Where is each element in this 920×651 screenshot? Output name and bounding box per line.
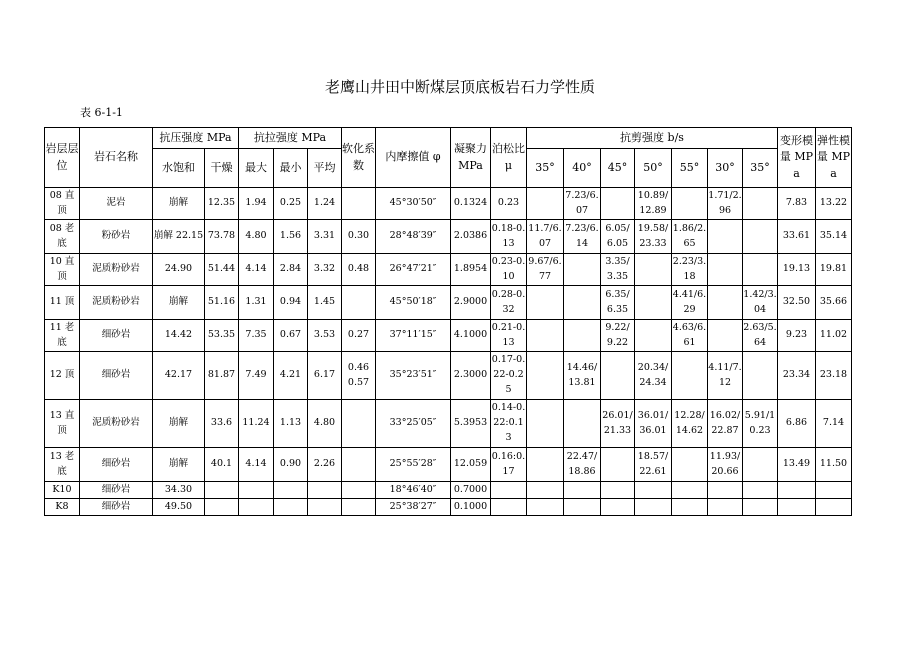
table-cell: 3.32 xyxy=(308,254,342,286)
table-cell xyxy=(527,320,564,352)
table-cell: 0.90 xyxy=(274,448,308,482)
table-cell xyxy=(743,482,778,499)
table-cell: 35°23′51″ xyxy=(376,352,451,400)
table-cell: 细砂岩 xyxy=(80,448,153,482)
table-cell: 73.78 xyxy=(205,220,239,254)
table-cell: 6.17 xyxy=(308,352,342,400)
table-cell xyxy=(527,352,564,400)
table-row xyxy=(45,448,852,482)
table-cell: 7.83 xyxy=(778,188,816,220)
table-cell: 4.80 xyxy=(308,400,342,448)
table-cell xyxy=(708,286,743,320)
table-cell: 6.05/6.05 xyxy=(601,220,635,254)
table-cell xyxy=(564,320,601,352)
table-cell: 28°48′39″ xyxy=(376,220,451,254)
header-layer: 岩层层位 xyxy=(45,128,80,188)
table-cell: 81.87 xyxy=(205,352,239,400)
table-cell: 19.81 xyxy=(816,254,852,286)
table-cell xyxy=(743,448,778,482)
table-cell xyxy=(601,482,635,499)
header-deformation-modulus: 变形模量 MPa xyxy=(778,128,816,188)
table-row xyxy=(45,499,852,516)
table-cell xyxy=(743,254,778,286)
table-cell: 35.14 xyxy=(816,220,852,254)
table-cell: 7.14 xyxy=(816,400,852,448)
table-cell: 泥质粉砂岩 xyxy=(80,286,153,320)
header-shear-angle: 30° xyxy=(708,149,743,188)
table-cell: 细砂岩 xyxy=(80,352,153,400)
header-shear-angle: 45° xyxy=(601,149,635,188)
table-cell: 0.21-0.13 xyxy=(491,320,527,352)
table-cell xyxy=(708,499,743,516)
table-cell xyxy=(672,448,708,482)
table-cell xyxy=(816,499,852,516)
table-cell: 2.0386 xyxy=(451,220,491,254)
table-cell: 0.27 xyxy=(342,320,376,352)
header-shear-angle: 40° xyxy=(564,149,601,188)
table-cell xyxy=(342,482,376,499)
table-cell xyxy=(308,499,342,516)
table-cell: 16.02/22.87 xyxy=(708,400,743,448)
table-cell: 细砂岩 xyxy=(80,482,153,499)
table-cell: 6.86 xyxy=(778,400,816,448)
table-cell: 42.17 xyxy=(153,352,205,400)
table-cell xyxy=(635,482,672,499)
table-cell: 13 直顶 xyxy=(45,400,80,448)
table-cell xyxy=(239,499,274,516)
header-compressive: 抗压强度 MPa xyxy=(153,128,239,149)
table-cell: 1.24 xyxy=(308,188,342,220)
table-cell xyxy=(672,499,708,516)
table-cell: 1.71/2.96 xyxy=(708,188,743,220)
table-cell xyxy=(778,482,816,499)
table-cell: 6.35/6.35 xyxy=(601,286,635,320)
header-rock-name: 岩石名称 xyxy=(80,128,153,188)
table-cell: 9.23 xyxy=(778,320,816,352)
table-cell xyxy=(672,482,708,499)
table-cell: 0.7000 xyxy=(451,482,491,499)
table-cell: 4.80 xyxy=(239,220,274,254)
table-cell: 18.57/22.61 xyxy=(635,448,672,482)
header-shear-angle: 50° xyxy=(635,149,672,188)
table-cell xyxy=(564,254,601,286)
table-cell: 33.61 xyxy=(778,220,816,254)
table-cell xyxy=(564,286,601,320)
table-cell xyxy=(635,286,672,320)
table-cell: 11.7/6.07 xyxy=(527,220,564,254)
table-number: 表 6-1-1 xyxy=(80,106,123,119)
table-cell: 08 老底 xyxy=(45,220,80,254)
table-cell: 崩解 xyxy=(153,286,205,320)
table-cell: 4.11/7.12 xyxy=(708,352,743,400)
table-cell: 0.23-0.10 xyxy=(491,254,527,286)
table-cell: 13 老底 xyxy=(45,448,80,482)
table-cell: 49.50 xyxy=(153,499,205,516)
table-cell xyxy=(635,499,672,516)
table-cell: 1.13 xyxy=(274,400,308,448)
table-cell: 9.22/9.22 xyxy=(601,320,635,352)
table-cell: 37°11′15″ xyxy=(376,320,451,352)
table-cell: 粉砂岩 xyxy=(80,220,153,254)
table-cell xyxy=(527,188,564,220)
table-cell xyxy=(205,482,239,499)
table-cell: 11.50 xyxy=(816,448,852,482)
table-cell: 1.42/3.04 xyxy=(743,286,778,320)
table-cell: 4.41/6.29 xyxy=(672,286,708,320)
table-cell: 35.66 xyxy=(816,286,852,320)
table-cell: 12.35 xyxy=(205,188,239,220)
header-compressive-dry: 干燥 xyxy=(205,149,239,188)
table-cell: 33.6 xyxy=(205,400,239,448)
header-tensile-min: 最小 xyxy=(274,149,308,188)
table-cell xyxy=(778,499,816,516)
header-compressive-saturated: 水饱和 xyxy=(153,149,205,188)
table-cell: 11.24 xyxy=(239,400,274,448)
table-cell: 细砂岩 xyxy=(80,499,153,516)
table-cell: 12.059 xyxy=(451,448,491,482)
table-cell: 0.30 xyxy=(342,220,376,254)
table-cell: 20.34/24.34 xyxy=(635,352,672,400)
table-cell: 40.1 xyxy=(205,448,239,482)
table-cell: 11.02 xyxy=(816,320,852,352)
table-cell: 51.44 xyxy=(205,254,239,286)
table-cell xyxy=(527,448,564,482)
table-cell: 14.42 xyxy=(153,320,205,352)
table-cell xyxy=(308,482,342,499)
table-cell xyxy=(491,499,527,516)
table-cell: 0.18-0.13 xyxy=(491,220,527,254)
table-cell xyxy=(342,499,376,516)
table-cell: 崩解 xyxy=(153,400,205,448)
table-cell: 22.47/18.86 xyxy=(564,448,601,482)
table-cell: 崩解 22.15 xyxy=(153,220,205,254)
table-cell: 13.22 xyxy=(816,188,852,220)
table-cell: 0.67 xyxy=(274,320,308,352)
table-cell: 5.3953 xyxy=(451,400,491,448)
table-row xyxy=(45,254,852,286)
table-cell: 2.63/5.64 xyxy=(743,320,778,352)
table-cell: K8 xyxy=(45,499,80,516)
table-cell: 0.17-0.22-0.25 xyxy=(491,352,527,400)
header-shear: 抗剪强度 b/s xyxy=(527,128,778,149)
header-cohesion: 凝聚力 MPa xyxy=(451,128,491,188)
table-cell xyxy=(635,254,672,286)
header-tensile-max: 最大 xyxy=(239,149,274,188)
rock-mechanics-table xyxy=(44,127,852,516)
table-cell: 4.63/6.61 xyxy=(672,320,708,352)
table-cell: 9.67/6.77 xyxy=(527,254,564,286)
table-cell: 3.35/3.35 xyxy=(601,254,635,286)
table-cell: 4.1000 xyxy=(451,320,491,352)
table-cell: 25°55′28″ xyxy=(376,448,451,482)
table-row xyxy=(45,286,852,320)
table-cell xyxy=(672,188,708,220)
table-cell: 0.25 xyxy=(274,188,308,220)
table-cell: 11 顶 xyxy=(45,286,80,320)
table-cell: 7.23/6.07 xyxy=(564,188,601,220)
table-cell: 7.35 xyxy=(239,320,274,352)
table-cell: 0.46 0.57 xyxy=(342,352,376,400)
table-cell: 34.30 xyxy=(153,482,205,499)
table-cell: 5.91/10.23 xyxy=(743,400,778,448)
table-cell xyxy=(743,352,778,400)
table-cell: 0.23 xyxy=(491,188,527,220)
table-cell: 12 顶 xyxy=(45,352,80,400)
table-cell: 0.94 xyxy=(274,286,308,320)
table-cell: 0.1324 xyxy=(451,188,491,220)
table-cell: 崩解 xyxy=(153,188,205,220)
table-cell xyxy=(601,499,635,516)
table-cell: 7.23/6.14 xyxy=(564,220,601,254)
table-cell: 2.26 xyxy=(308,448,342,482)
table-cell xyxy=(274,499,308,516)
table-cell xyxy=(274,482,308,499)
table-cell xyxy=(601,448,635,482)
table-cell xyxy=(527,400,564,448)
table-cell xyxy=(708,320,743,352)
table-cell: 11.93/20.66 xyxy=(708,448,743,482)
table-cell: 0.28-0.32 xyxy=(491,286,527,320)
table-cell: 32.50 xyxy=(778,286,816,320)
table-cell: 53.35 xyxy=(205,320,239,352)
table-cell: 崩解 xyxy=(153,448,205,482)
table-cell xyxy=(527,499,564,516)
table-cell: 1.86/2.65 xyxy=(672,220,708,254)
table-row xyxy=(45,188,852,220)
table-cell xyxy=(564,400,601,448)
table-cell: 19.58/23.33 xyxy=(635,220,672,254)
table-cell xyxy=(527,286,564,320)
table-cell xyxy=(672,352,708,400)
table-cell xyxy=(743,499,778,516)
table-cell xyxy=(205,499,239,516)
table-cell xyxy=(342,400,376,448)
table-cell: 1.31 xyxy=(239,286,274,320)
table-cell xyxy=(527,482,564,499)
table-cell: 26°47′21″ xyxy=(376,254,451,286)
table-cell: 细砂岩 xyxy=(80,320,153,352)
table-cell: 10.89/12.89 xyxy=(635,188,672,220)
table-cell xyxy=(342,188,376,220)
table-cell: 26.01/21.33 xyxy=(601,400,635,448)
table-cell xyxy=(708,482,743,499)
header-elastic-modulus: 弹性模量 MPa xyxy=(816,128,852,188)
table-cell: 19.13 xyxy=(778,254,816,286)
table-cell xyxy=(564,482,601,499)
table-cell: 1.56 xyxy=(274,220,308,254)
table-cell: 2.23/3.18 xyxy=(672,254,708,286)
header-shear-angle: 35° xyxy=(743,149,778,188)
table-cell: 2.3000 xyxy=(451,352,491,400)
table-cell xyxy=(491,482,527,499)
table-cell xyxy=(342,448,376,482)
table-cell: 4.21 xyxy=(274,352,308,400)
table-cell: 14.46/13.81 xyxy=(564,352,601,400)
table-cell: 08 直顶 xyxy=(45,188,80,220)
header-softening: 软化系数 xyxy=(342,128,376,188)
table-cell xyxy=(564,499,601,516)
table-cell: 1.94 xyxy=(239,188,274,220)
header-shear-angle: 35° xyxy=(527,149,564,188)
table-cell xyxy=(601,188,635,220)
table-row xyxy=(45,400,852,448)
table-cell xyxy=(816,482,852,499)
header-tensile: 抗拉强度 MPa xyxy=(239,128,342,149)
table-cell: 10 直顶 xyxy=(45,254,80,286)
table-cell: 11 老底 xyxy=(45,320,80,352)
header-poisson: 泊松比 μ xyxy=(491,128,527,188)
table-cell: 1.8954 xyxy=(451,254,491,286)
table-cell xyxy=(708,254,743,286)
table-cell: 泥质粉砂岩 xyxy=(80,400,153,448)
table-cell: 0.48 xyxy=(342,254,376,286)
table-cell xyxy=(239,482,274,499)
table-cell: 1.45 xyxy=(308,286,342,320)
table-cell: K10 xyxy=(45,482,80,499)
header-friction: 内摩擦值 φ xyxy=(376,128,451,188)
page-title: 老鹰山井田中断煤层顶底板岩石力学性质 xyxy=(324,78,595,96)
table-row xyxy=(45,352,852,400)
table-cell: 0.16:0.17 xyxy=(491,448,527,482)
table-cell: 24.90 xyxy=(153,254,205,286)
table-cell: 36.01/36.01 xyxy=(635,400,672,448)
table-cell: 2.84 xyxy=(274,254,308,286)
table-cell: 51.16 xyxy=(205,286,239,320)
table-cell: 泥岩 xyxy=(80,188,153,220)
table-cell: 4.14 xyxy=(239,254,274,286)
table-cell: 3.31 xyxy=(308,220,342,254)
table-cell: 0.14-0.22:0.13 xyxy=(491,400,527,448)
table-cell: 45°30′50″ xyxy=(376,188,451,220)
table-row xyxy=(45,482,852,499)
table-cell: 0.1000 xyxy=(451,499,491,516)
table-cell xyxy=(601,352,635,400)
table-cell xyxy=(743,188,778,220)
table-cell xyxy=(342,286,376,320)
header-tensile-avg: 平均 xyxy=(308,149,342,188)
table-cell xyxy=(635,320,672,352)
header-shear-angle: 55° xyxy=(672,149,708,188)
table-cell: 泥质粉砂岩 xyxy=(80,254,153,286)
table-cell: 23.34 xyxy=(778,352,816,400)
table-row xyxy=(45,320,852,352)
table-cell xyxy=(743,220,778,254)
table-cell xyxy=(708,220,743,254)
table-row xyxy=(45,220,852,254)
table-cell: 4.14 xyxy=(239,448,274,482)
table-cell: 2.9000 xyxy=(451,286,491,320)
table-cell: 45°50′18″ xyxy=(376,286,451,320)
table-cell: 25°38′27″ xyxy=(376,499,451,516)
table-cell: 18°46′40″ xyxy=(376,482,451,499)
table-cell: 12.28/14.62 xyxy=(672,400,708,448)
table-cell: 33°25′05″ xyxy=(376,400,451,448)
table-cell: 13.49 xyxy=(778,448,816,482)
table-cell: 3.53 xyxy=(308,320,342,352)
table-cell: 7.49 xyxy=(239,352,274,400)
table-cell: 23.18 xyxy=(816,352,852,400)
